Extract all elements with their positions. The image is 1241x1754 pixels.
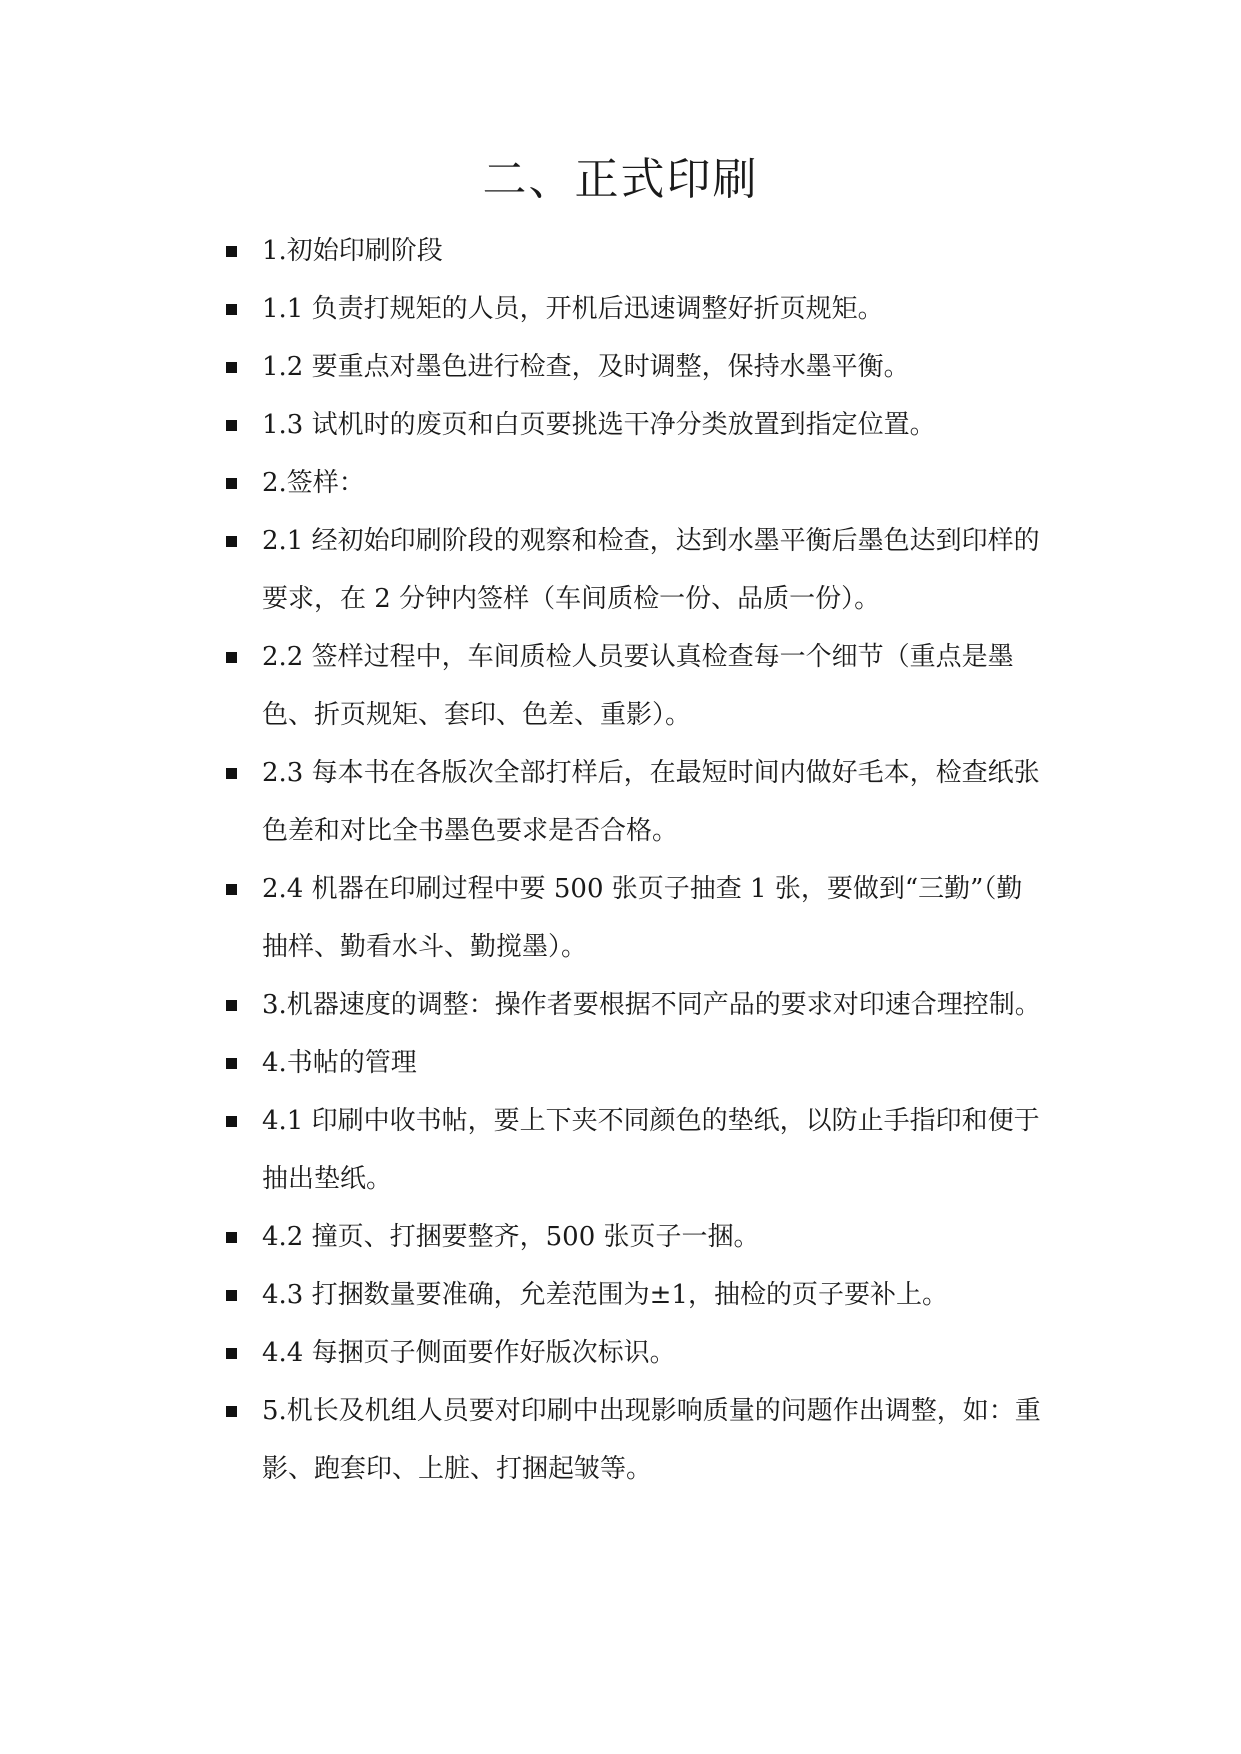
list-item [226,628,1046,744]
square-bullet-icon [226,420,237,431]
list-item [226,1092,1046,1208]
square-bullet-icon [226,652,237,663]
list-item-text: 5.机长及机组人员要对印刷中出现影响质量的问题作出调整，如：重影、跑套印、上脏、打捆起皱等。 [262,1396,1041,1484]
list-item [226,1382,1046,1498]
list-item-text: 2.签样： [262,468,365,498]
square-bullet-icon [226,1116,237,1127]
list-item [226,1034,1046,1092]
list-item [226,222,1046,280]
square-bullet-icon [226,362,237,373]
square-bullet-icon [226,1000,237,1011]
list-item [226,1266,1046,1324]
square-bullet-icon [226,1406,237,1417]
bullet-list [226,222,1046,1498]
list-item-text: 4.2 撞页、打捆要整齐，500 张页子一捆。 [262,1222,760,1252]
list-item-text: 1.初始印刷阶段 [262,236,443,266]
list-item [226,280,1046,338]
list-item [226,976,1046,1034]
list-item-text: 1.1 负责打规矩的人员，开机后迅速调整好折页规矩。 [262,294,884,324]
list-item-text: 4.3 打捆数量要准确，允差范围为±1，抽检的页子要补上。 [262,1280,948,1310]
list-item-text: 2.3 每本书在各版次全部打样后，在最短时间内做好毛本，检查纸张色差和对比全书墨色要求是否合格。 [262,758,1040,846]
list-item [226,454,1046,512]
square-bullet-icon [226,1348,237,1359]
list-item-text: 4.1 印刷中收书帖，要上下夹不同颜色的垫纸，以防止手指印和便于抽出垫纸。 [262,1106,1040,1194]
list-item [226,396,1046,454]
square-bullet-icon [226,304,237,315]
list-item-text: 2.4 机器在印刷过程中要 500 张页子抽查 1 张，要做到“三勤”（勤抽样、勤看水斗、勤搅墨）。 [262,874,1023,962]
list-item-text: 1.2 要重点对墨色进行检查，及时调整，保持水墨平衡。 [262,352,910,382]
square-bullet-icon [226,884,237,895]
page-title: 二、正式印刷 [482,154,759,205]
list-item-text: 2.1 经初始印刷阶段的观察和检查，达到水墨平衡后墨色达到印样的要求，在 2 分钟内签样（车间质检一份、品质一份）。 [262,526,1040,614]
square-bullet-icon [226,536,237,547]
list-item [226,338,1046,396]
list-item-text: 4.4 每捆页子侧面要作好版次标识。 [262,1338,676,1368]
list-item [226,1324,1046,1382]
square-bullet-icon [226,246,237,257]
square-bullet-icon [226,1058,237,1069]
list-item-text: 1.3 试机时的废页和白页要挑选干净分类放置到指定位置。 [262,410,936,440]
list-item [226,1208,1046,1266]
list-item-text: 2.2 签样过程中，车间质检人员要认真检查每一个细节（重点是墨色、折页规矩、套印、色差、重影）。 [262,642,1014,730]
list-item [226,744,1046,860]
list-item-text: 3.机器速度的调整：操作者要根据不同产品的要求对印速合理控制。 [262,990,1041,1020]
square-bullet-icon [226,1290,237,1301]
square-bullet-icon [226,1232,237,1243]
square-bullet-icon [226,478,237,489]
list-item-text: 4.书帖的管理 [262,1048,417,1078]
square-bullet-icon [226,768,237,779]
list-item [226,512,1046,628]
list-item [226,860,1046,976]
